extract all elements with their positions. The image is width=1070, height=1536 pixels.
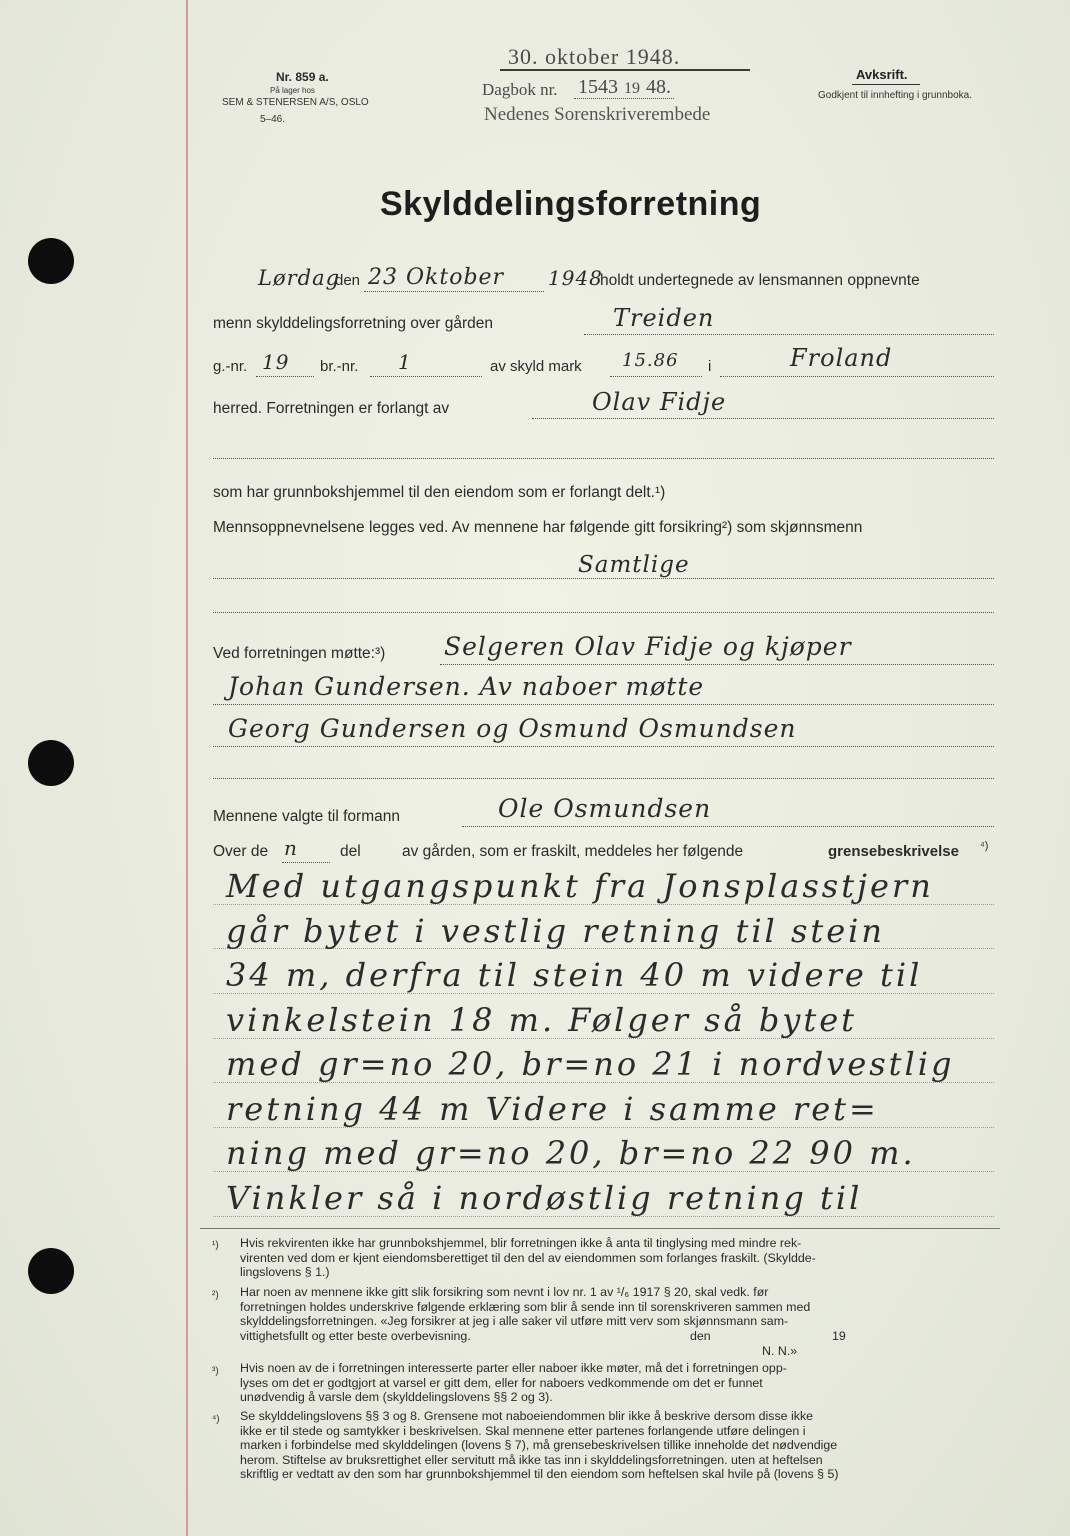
chairman-fill-line <box>462 826 994 827</box>
line15-bold: grensebeskrivelse <box>828 843 959 860</box>
line15-text-b: del <box>340 843 361 860</box>
ruled-line <box>213 1082 994 1083</box>
label-i: i <box>708 358 712 375</box>
hw-appraisers: Samtlige <box>578 552 690 578</box>
hw-municipality: Froland <box>790 344 893 372</box>
ruled-line <box>213 948 994 949</box>
footnote-number-1: ¹) <box>212 1240 219 1251</box>
hw-attendees-3: Georg Gundersen og Osmund Osmundsen <box>228 714 797 743</box>
hw-weekday: Lørdag <box>258 266 341 290</box>
attendees-fill-line-1 <box>440 664 994 665</box>
hw-attendees-1: Selgeren Olav Fidje og kjøper <box>444 632 852 661</box>
footnote-line: Hvis noen av de i forretningen interesserte parter eller naboer ikke møter, må det i forretningen opp- <box>240 1361 787 1375</box>
footnote-number-2: ²) <box>212 1290 219 1301</box>
journal-underline <box>574 98 674 99</box>
footnote-line: Se skylddelingslovens §§ 3 og 8. Grensene mot naboeiendommen blir ikke å beskrive dersom disse ikke <box>240 1409 814 1423</box>
footnote-4 <box>240 1409 839 1482</box>
ruled-line <box>213 993 994 994</box>
footnote-1 <box>240 1236 816 1280</box>
footnote-line: skriftlig er vedtatt av den som har grunnbokshjemmel til den eiendom som heftelsen skal hvile på (lovens § 5) <box>240 1467 839 1482</box>
avskrift-title: Avksrift. <box>856 67 908 82</box>
hw-attendees-2: Johan Gundersen. Av naboer møtte <box>228 672 705 701</box>
line7-text: Mennsoppnevnelsene legges ved. Av mennene har følgende gitt forsikring²) som skjønnsmenn <box>213 519 863 536</box>
label-den: den <box>335 272 361 289</box>
ruled-line <box>213 1216 994 1217</box>
date-underline <box>500 69 750 71</box>
line14-text: Mennene valgte til formann <box>213 808 400 825</box>
office-stamp: Nedenes Sorenskriverembede <box>484 104 711 125</box>
part-fill-line <box>282 862 330 863</box>
hw-year: 1948 <box>548 266 603 290</box>
farm-fill-line <box>584 334 994 335</box>
footnote-line: Hvis rekvirenten ikke har grunnbokshjemmel, blir forretningen ikke å anta til tinglysing med mindre rek- <box>240 1236 802 1250</box>
municipality-fill-line <box>720 376 994 377</box>
avskrift-subtitle: Godkjent til innhefting i grunnboka. <box>818 90 972 101</box>
red-margin-line <box>186 0 188 1536</box>
journal-year: 48. <box>646 76 671 98</box>
boundary-line: Vinkler så i nordøstlig retning til <box>226 1178 863 1217</box>
footnote-2-den: den <box>690 1329 711 1343</box>
requester-fill-line <box>532 418 994 419</box>
line15-text-a: Over de <box>213 843 269 860</box>
footnote-line: forretningen holdes underskrive følgende erklæring som blir å sende inn til sorenskriveren sammen med <box>240 1299 811 1314</box>
appraisers-fill-line <box>213 578 994 579</box>
footnote-2 <box>240 1285 810 1343</box>
blank-fill-line-2 <box>213 612 994 613</box>
footnote-line: herom. Stiftelse av bruksrettighet eller servitutt må ikke tas inn i skylddelingsforretningen. uten at heftelsen <box>240 1452 823 1467</box>
date-fill-line <box>364 291 544 292</box>
ruled-line <box>213 1171 994 1172</box>
punch-hole-top <box>28 238 74 284</box>
line15-superscript: ⁴) <box>980 840 989 852</box>
footnote-separator <box>200 1228 1000 1229</box>
footnote-line: skylddelingsforretningen. «Jeg forsikrer at jeg i alle saker vil utføre mitt verv som skjønnsmann sam- <box>240 1314 789 1329</box>
document-title: Skylddelingsforretning <box>380 185 762 223</box>
publisher-line-3: 5–46. <box>260 114 286 125</box>
ruled-line <box>213 904 994 905</box>
footnote-line: vittighetsfullt og etter beste overbevisning. <box>240 1328 471 1343</box>
line4-text: herred. Forretningen er forlangt av <box>213 400 450 417</box>
line1-text: holdt undertegnede av lensmannen oppnevnte <box>600 272 920 289</box>
blank-fill-line-1 <box>213 458 994 459</box>
footnote-number-4: ⁴) <box>212 1414 220 1425</box>
label-skyld: av skyld mark <box>490 358 582 375</box>
footnote-2-year: 19 <box>832 1329 846 1343</box>
ruled-line <box>213 1127 994 1128</box>
journal-number: 1543 <box>578 76 618 98</box>
footnote-line: lingslovens § 1.) <box>240 1265 330 1280</box>
boundary-line: retning 44 m Videre i samme ret= <box>226 1089 879 1128</box>
avskrift-underline <box>852 84 920 85</box>
footnote-line: Har noen av mennene ikke gitt slik forsikring som nevnt i lov nr. 1 av ¹/₆ 1917 § 20, skal vedk. før <box>240 1285 769 1299</box>
footnote-line: virenten ved dom er kjent eiendomsberettiget til den del av eiendommen som forlanges fraskilt. (Skyldde- <box>240 1250 816 1265</box>
footnote-2-signature: N. N.» <box>762 1344 798 1358</box>
boundary-description <box>226 864 954 1220</box>
form-number: Nr. 859 a. <box>276 70 329 84</box>
punch-hole-bottom <box>28 1248 74 1294</box>
line15-text-c: av gården, som er fraskilt, meddeles her følgende <box>402 843 744 860</box>
hw-gnr: 19 <box>262 350 290 374</box>
punch-hole-middle <box>28 740 74 786</box>
footnote-line: lyses om det er godtgjort at varsel er gitt dem, eller for naboers vedkommende om det er funnet <box>240 1375 763 1390</box>
footnote-3 <box>240 1361 787 1405</box>
attendees-fill-line-3 <box>213 746 994 747</box>
footnote-number-3: ³) <box>212 1366 219 1377</box>
footnote-line: unødvendig å varsle dem (skylddelingslovens §§ 2 og 3). <box>240 1390 553 1405</box>
publisher-line-2: SEM & STENERSEN A/S, OSLO <box>222 97 369 108</box>
publisher-line-1: På lager hos <box>270 86 315 95</box>
hw-skyld: 15.86 <box>622 350 679 371</box>
boundary-line: 34 m, derfra til stein 40 m videre til <box>226 956 923 994</box>
boundary-line: ning med gr=no 20, br=no 22 90 m. <box>226 1134 916 1172</box>
boundary-line: går bytet i vestlig retning til stein <box>226 911 886 950</box>
boundary-line: vinkelstein 18 m. Følger så bytet <box>226 1000 858 1039</box>
line10-text: Ved forretningen møtte:³) <box>213 645 386 662</box>
date-stamp: 30. oktober 1948. <box>508 44 681 69</box>
journal-label: Dagbok nr. <box>482 80 558 99</box>
hw-farm-name: Treiden <box>613 304 715 332</box>
hw-date: 23 Oktober <box>368 265 505 290</box>
journal-year-prefix: 19 <box>624 80 640 97</box>
label-brnr: br.-nr. <box>320 358 359 375</box>
attendees-fill-line-2 <box>213 704 994 705</box>
hw-part: n <box>284 836 298 860</box>
skyld-fill-line <box>610 376 702 377</box>
line6-text: som har grunnbokshjemmel til den eiendom som er forlangt delt.¹) <box>213 484 666 501</box>
footnote-line: marken i forbindelse med skylddelingen (lovens § 7), må grensebeskrivelsen tillike inneholde det nødvendige <box>240 1438 838 1453</box>
boundary-line: Med utgangspunkt fra Jonsplasstjern <box>226 867 934 905</box>
hw-brnr: 1 <box>398 350 412 374</box>
brnr-fill-line <box>370 376 482 377</box>
blank-fill-line-3 <box>213 778 994 779</box>
gnr-fill-line <box>256 376 314 377</box>
ruled-line <box>213 1038 994 1039</box>
label-gnr: g.-nr. <box>213 358 248 375</box>
hw-chairman: Ole Osmundsen <box>498 794 712 823</box>
footnote-line: ikke er til stede og samtykker i beskrivelsen. Skal mennene etter partenes forlangende utføre delingen i <box>240 1423 806 1438</box>
line2-text: menn skylddelingsforretning over gården <box>213 315 494 332</box>
boundary-line: med gr=no 20, br=no 21 i nordvestlig <box>226 1045 955 1083</box>
hw-requester: Olav Fidje <box>592 388 727 416</box>
